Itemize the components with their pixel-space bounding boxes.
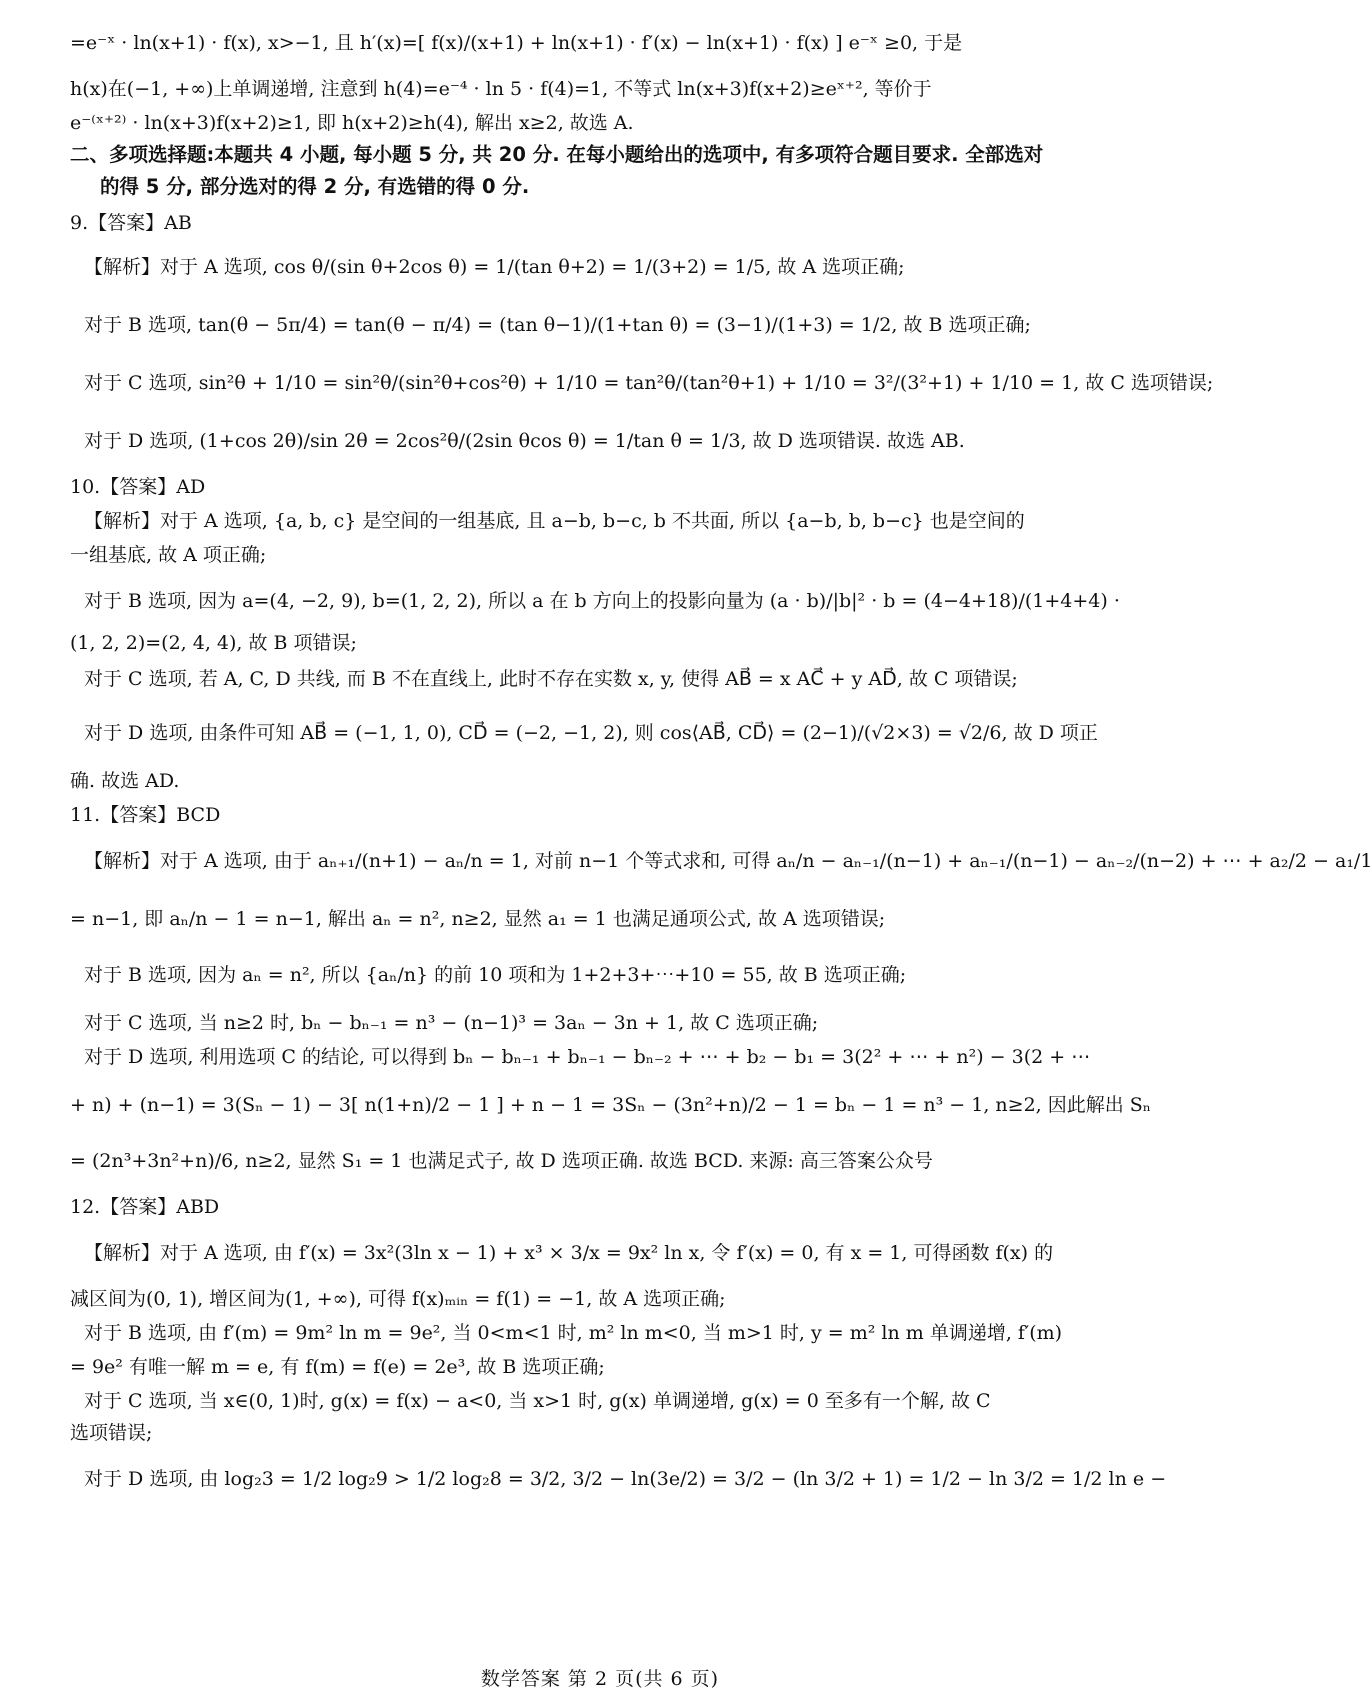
text-line: =e⁻ˣ · ln(x+1) · f(x), x>−1, 且 h′(x)=[ f(x)/(x+1) + ln(x+1) · f′(x) − ln(x+1) · f(x) ] e⁻ˣ ≥0, 于是 [70,32,963,54]
q11-analysis-line: 对于 D 选项, 利用选项 C 的结论, 可以得到 bₙ − bₙ₋₁ + bₙ₋₁ − bₙ₋₂ + ⋯ + b₂ − b₁ = 3(2² + ⋯ + n²) − 3(2 + ⋯ [84,1046,1091,1068]
q12-analysis-line: 减区间为(0, 1), 增区间为(1, +∞), 可得 f(x)ₘᵢₙ = f(1) = −1, 故 A 选项正确; [70,1288,726,1310]
q10-analysis-line: 确. 故选 AD. [70,770,180,792]
q9-answer: 9.【答案】AB [70,212,192,234]
q11-analysis-line: 【解析】对于 A 选项, 由于 aₙ₊₁/(n+1) − aₙ/n = 1, 对前 n−1 个等式求和, 可得 aₙ/n − aₙ₋₁/(n−1) + aₙ₋₁/(n−1) − aₙ₋₂/(n−2) + ⋯ + a₂/2 − a₁/1 [84,850,1372,872]
q11-analysis-line: 对于 B 选项, 因为 aₙ = n², 所以 {aₙ/n} 的前 10 项和为 1+2+3+⋯+10 = 55, 故 B 选项正确; [84,964,907,986]
q12-analysis-line: 选项错误; [70,1422,153,1444]
q10-analysis-line: 对于 D 选项, 由条件可知 AB⃗ = (−1, 1, 0), CD⃗ = (−2, −1, 2), 则 cos⟨AB⃗, CD⃗⟩ = (2−1)/(√2×3) = √2/6, 故 D 项正 [84,722,1098,744]
q12-analysis-line: = 9e² 有唯一解 m = e, 有 f(m) = f(e) = 2e³, 故 B 选项正确; [70,1356,605,1378]
q10-analysis-line: 对于 B 选项, 因为 a=(4, −2, 9), b=(1, 2, 2), 所以 a 在 b 方向上的投影向量为 (a · b)/|b|² · b = (4−4+18)/(1+4+4) · [84,590,1120,612]
q10-answer: 10.【答案】AD [70,476,206,498]
q11-analysis-line: + n) + (n−1) = 3(Sₙ − 1) − 3[ n(1+n)/2 − 1 ] + n − 1 = 3Sₙ − (3n²+n)/2 − 1 = bₙ − 1 = n³ − 1, n≥2, 因此解出 Sₙ [70,1094,1152,1116]
q12-analysis-line: 【解析】对于 A 选项, 由 f′(x) = 3x²(3ln x − 1) + x³ × 3/x = 9x² ln x, 令 f′(x) = 0, 有 x = 1, 可得函数 f(x) 的 [84,1242,1054,1264]
text-line: e⁻⁽ˣ⁺²⁾ · ln(x+3)f(x+2)≥1, 即 h(x+2)≥h(4), 解出 x≥2, 故选 A. [70,112,634,134]
q11-answer: 11.【答案】BCD [70,804,221,826]
q9-analysis-line: 对于 B 选项, tan(θ − 5π/4) = tan(θ − π/4) = (tan θ−1)/(1+tan θ) = (3−1)/(1+3) = 1/2, 故 B 选项正确; [84,314,1031,336]
section-heading-cont: 的得 5 分, 部分选对的得 2 分, 有选错的得 0 分. [100,175,530,198]
q12-analysis-line: 对于 B 选项, 由 f′(m) = 9m² ln m = 9e², 当 0<m<1 时, m² ln m<0, 当 m>1 时, y = m² ln m 单调递增, f′(m) [84,1322,1063,1344]
page-footer: 数学答案 第 2 页(共 6 页) [480,1668,720,1690]
q11-analysis-line: = n−1, 即 aₙ/n − 1 = n−1, 解出 aₙ = n², n≥2, 显然 a₁ = 1 也满足通项公式, 故 A 选项错误; [70,908,886,930]
q12-answer: 12.【答案】ABD [70,1196,220,1218]
q10-analysis-line: 对于 C 选项, 若 A, C, D 共线, 而 B 不在直线上, 此时不存在实数 x, y, 使得 AB⃗ = x AC⃗ + y AD⃗, 故 C 项错误; [84,668,1018,690]
q9-analysis-line: 对于 C 选项, sin²θ + 1/10 = sin²θ/(sin²θ+cos²θ) + 1/10 = tan²θ/(tan²θ+1) + 1/10 = 3²/(3²+1) + 1/10 = 1, 故 C 选项错误; [84,372,1214,394]
text-line: h(x)在(−1, +∞)上单调递增, 注意到 h(4)=e⁻⁴ · ln 5 · f(4)=1, 不等式 ln(x+3)f(x+2)≥eˣ⁺², 等价于 [70,78,932,100]
q10-analysis-line: 一组基底, 故 A 项正确; [70,544,267,566]
q11-analysis-line: 对于 C 选项, 当 n≥2 时, bₙ − bₙ₋₁ = n³ − (n−1)³ = 3aₙ − 3n + 1, 故 C 选项正确; [84,1012,819,1034]
q11-analysis-line: = (2n³+3n²+n)/6, n≥2, 显然 S₁ = 1 也满足式子, 故 D 选项正确. 故选 BCD. 来源: 高三答案公众号 [70,1150,933,1172]
q10-analysis-line: (1, 2, 2)=(2, 4, 4), 故 B 项错误; [70,632,357,654]
q9-analysis-line: 【解析】对于 A 选项, cos θ/(sin θ+2cos θ) = 1/(tan θ+2) = 1/(3+2) = 1/5, 故 A 选项正确; [84,256,905,278]
q12-analysis-line: 对于 C 选项, 当 x∈(0, 1)时, g(x) = f(x) − a<0, 当 x>1 时, g(x) 单调递增, g(x) = 0 至多有一个解, 故 C [84,1390,991,1412]
q9-analysis-line: 对于 D 选项, (1+cos 2θ)/sin 2θ = 2cos²θ/(2sin θcos θ) = 1/tan θ = 1/3, 故 D 选项错误. 故选 AB. [84,430,965,452]
section-heading: 二、多项选择题:本题共 4 小题, 每小题 5 分, 共 20 分. 在每小题给出的选项中, 有多项符合题目要求. 全部选对 [70,143,1044,166]
q12-analysis-line: 对于 D 选项, 由 log₂3 = 1/2 log₂9 > 1/2 log₂8 = 3/2, 3/2 − ln(3e/2) = 3/2 − (ln 3/2 + 1) = 1/2 − ln 3/2 = 1/2 ln e − [84,1468,1167,1490]
q10-analysis-line: 【解析】对于 A 选项, {a, b, c} 是空间的一组基底, 且 a−b, b−c, b 不共面, 所以 {a−b, b, b−c} 也是空间的 [84,510,1025,532]
